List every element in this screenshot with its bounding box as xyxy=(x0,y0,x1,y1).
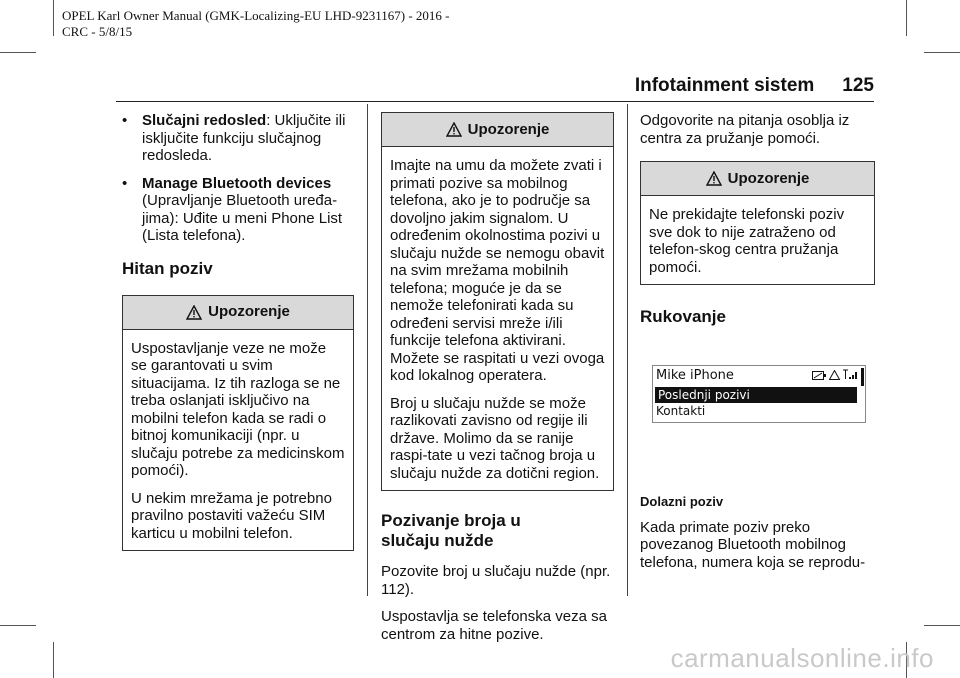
bullet-text: (Upravljanje Bluetooth uređa-jima): Uđite u meni Phone List (Lista telefona). xyxy=(142,192,343,244)
column-divider xyxy=(627,104,628,596)
warning-header xyxy=(641,162,874,196)
warning-paragraph: Ne prekidajte telefonski poziv sve dok to nije zatraženo od telefon-skog centra pružanja pomoći. xyxy=(649,206,845,276)
section-heading: Rukovanje xyxy=(640,307,726,326)
crop-mark xyxy=(53,642,54,678)
crop-mark xyxy=(53,0,54,36)
column-2 xyxy=(381,112,614,653)
warning-body xyxy=(123,330,353,551)
bullet-symbol: • xyxy=(122,174,128,192)
section-heading: Hitan poziv xyxy=(122,258,213,278)
warning-title: Upozorenje xyxy=(727,169,810,187)
warning-box xyxy=(122,295,354,552)
crop-mark xyxy=(924,52,960,53)
warning-triangle-icon xyxy=(706,171,722,186)
warning-paragraph: U nekim mrežama je potrebno pravilno postaviti važeću SIM karticu u mobilni telefon. xyxy=(131,489,332,542)
paragraph: Pozovite broj u slučaju nužde (npr. 112). xyxy=(381,563,611,598)
column-3 xyxy=(640,112,875,327)
crop-mark xyxy=(906,0,907,36)
warning-triangle-icon xyxy=(186,305,202,320)
list-item xyxy=(122,112,354,165)
list-item xyxy=(122,175,354,245)
crop-mark xyxy=(0,625,36,626)
paragraph: Kada primate poziv preko povezanog Bluetooth mobilnog telefona, numera koja se reprodu- xyxy=(640,518,866,571)
paragraph: Odgovorite na pitanja osoblja iz centra za pružanje pomoći. xyxy=(640,112,850,147)
display-status-icons xyxy=(812,369,859,380)
warning-triangle-icon xyxy=(829,370,840,380)
watermark: carmanualsonline.info xyxy=(670,643,934,673)
bullet-symbol: • xyxy=(122,112,128,129)
column-3-lower xyxy=(640,493,875,581)
subheading: Dolazni poziv xyxy=(640,494,724,509)
bullet-term: Manage Bluetooth devices xyxy=(142,174,332,192)
warning-header xyxy=(382,113,613,147)
display-title: Mike iPhone xyxy=(656,368,734,383)
bullet-text: : Uključite ili isključite funkciju slučajnog redosleda. xyxy=(142,112,346,164)
warning-title: Upozorenje xyxy=(208,303,290,321)
warning-body xyxy=(641,196,874,284)
warning-box xyxy=(381,112,614,491)
header-rule xyxy=(116,101,874,102)
warning-header xyxy=(123,296,353,330)
display-scrollbar xyxy=(861,368,864,386)
page-number: 125 xyxy=(842,75,874,96)
warning-paragraph: Imajte na umu da možete zvati i primati pozive sa mobilnog telefona, ako je to područje sa dovoljno jakim signalom. U određenim okolnostima pozivi u slučaju nužde se nemogu obavit na svim mrežama mobilnih telefona; moguće je da se nemože telefonirati kada su određeni servisi mreže i/ili funkcije telefona aktivirani. Možete se raspitati u vezi ovoga kod lokalnog operatera. xyxy=(390,157,605,384)
column-divider xyxy=(367,104,368,596)
document-meta xyxy=(62,8,450,40)
running-head xyxy=(635,75,874,97)
bullet-term: Slučajni redosled xyxy=(142,112,267,129)
display-selected-item: Poslednji pozivi xyxy=(655,387,857,403)
battery-icon xyxy=(812,371,826,380)
section-heading: Pozivanje broja u slučaju nužde xyxy=(381,511,521,550)
meta-line-2: CRC - 5/8/15 xyxy=(62,24,133,39)
crop-mark xyxy=(0,52,36,53)
signal-strength-icon xyxy=(843,369,859,380)
warning-triangle-icon xyxy=(446,122,462,137)
warning-paragraph: Broj u slučaju nužde se može razlikovati zavisno od regije ili države. Molimo da se ranije raspi-tate u vezi tačnog broja u slučaju nužde za dotični region. xyxy=(390,394,600,482)
display-item: Kontakti xyxy=(656,404,706,418)
warning-box xyxy=(640,161,875,285)
meta-line-1: OPEL Karl Owner Manual (GMK-Localizing-EU LHD-9231167) - 2016 - xyxy=(62,8,450,23)
section-title: Infotainment sistem xyxy=(634,75,815,96)
warning-title: Upozorenje xyxy=(467,120,550,138)
phone-display-illustration xyxy=(652,365,866,423)
column-1 xyxy=(122,112,354,551)
warning-paragraph: Uspostavljanje veze ne može se garantovati u svim situacijama. Iz tih razloga se ne treba oslanjati isključivo na mobilni telefon kada se radi o bitnoj komunikaciji (npr. u slučaju potrebe za medicinskom pomoći). xyxy=(131,339,345,479)
warning-body xyxy=(382,147,613,490)
paragraph: Uspostavlja se telefonska veza sa centrom za hitne pozive. xyxy=(381,608,607,643)
crop-mark xyxy=(924,625,960,626)
